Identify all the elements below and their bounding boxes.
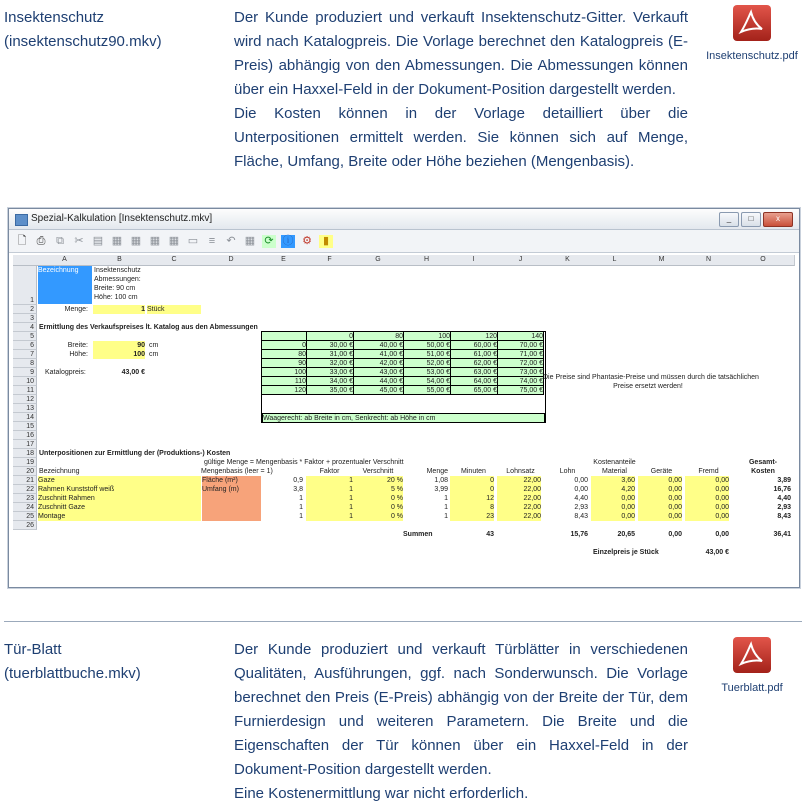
table-cell-menge: 1,08	[434, 477, 448, 484]
table-cell-verschnitt[interactable]: 0 %	[353, 503, 403, 512]
row-header[interactable]: 19	[13, 458, 37, 467]
kostenanteile-header: Kostenanteile	[593, 459, 636, 466]
table-cell-bezeichnung[interactable]: Montage	[38, 512, 201, 521]
undo-icon[interactable]: ↶	[226, 234, 236, 247]
col-header-mengenbasis: Mengenbasis (leer = 1)	[201, 468, 273, 475]
column-header-b[interactable]: B	[92, 255, 148, 266]
entry-2-description	[234, 638, 688, 806]
ermittlung-title: Ermittlung des Verkaufspreises lt. Katalog aus den Abmessungen	[39, 324, 258, 331]
table-cell-mengenbasis[interactable]	[202, 512, 261, 521]
table-cell-lohnsatz[interactable]: 22,00	[497, 503, 541, 512]
table-cell-bezeichnung[interactable]: Zuschnitt Gaze	[38, 503, 201, 512]
matrix-cell[interactable]: 65,00 €	[451, 386, 498, 395]
table-cell-menge: 1	[444, 504, 448, 511]
table-cell-menge: 1	[444, 495, 448, 502]
table-cell-geraete[interactable]: 0,00	[638, 512, 682, 521]
hoehe-value[interactable]: 100	[93, 350, 145, 359]
table-cell-mengenbasis[interactable]	[202, 503, 261, 512]
align-icon[interactable]: ≡	[208, 234, 216, 247]
matrix-cell[interactable]: 73,00 €	[498, 368, 544, 377]
row-header[interactable]: 10	[13, 377, 37, 386]
table-cell-verschnitt[interactable]: 20 %	[353, 476, 403, 485]
matrix-row-header[interactable]: 100	[262, 368, 307, 377]
matrix-cell[interactable]: 34,00 €	[307, 377, 354, 386]
gesamt-header-2: Kosten	[751, 468, 775, 475]
matrix-cell[interactable]: 55,00 €	[404, 386, 451, 395]
row-header[interactable]: 2	[13, 305, 37, 314]
table-cell-gesamt: 2,93	[777, 504, 791, 511]
table-cell-faktor[interactable]: 1	[306, 512, 353, 521]
column-header-k[interactable]: K	[544, 255, 592, 266]
table-cell-verschnitt[interactable]: 0 %	[353, 512, 403, 521]
entry-2-file: (tuerblattbuche.mkv)	[4, 665, 141, 682]
entry-1-paragraph-1: Der Kunde produziert und verkauft Insektenschutz-Gitter. Verkauft wird nach Katalogpreis. Die Vorlage berechnet den Katalogpreis (E-Preis) abhängig von den Abmessungen. Die Abmessungen können über ein Haxxel-Feld in der Dokument-Position dargestellt werden.	[234, 9, 688, 98]
matrix-cell[interactable]: 72,00 €	[498, 359, 544, 368]
app-icon	[15, 214, 28, 226]
close-button[interactable]: x	[763, 212, 793, 227]
matrix-header-cell[interactable]: 120	[451, 332, 498, 341]
matrix-cell[interactable]: 50,00 €	[404, 341, 451, 350]
row-header[interactable]: 12	[13, 395, 37, 404]
row-header[interactable]: 26	[13, 521, 37, 530]
grid-icon[interactable]: ▦	[244, 234, 256, 247]
hoehe-label: Höhe:	[69, 351, 88, 358]
table-cell-bezeichnung[interactable]: Rahmen Kunststoff weiß	[38, 485, 201, 494]
entry-1-file: (insektenschutz90.mkv)	[4, 33, 162, 50]
row-header[interactable]: 14	[13, 413, 37, 422]
table-cell-material[interactable]: 3,60	[591, 476, 635, 485]
row-header[interactable]: 4	[13, 323, 37, 332]
toolbar	[9, 230, 799, 253]
table-cell-material[interactable]: 0,00	[591, 512, 635, 521]
table-cell-lohn: 2,93	[574, 504, 588, 511]
table-cell-fremd[interactable]: 0,00	[685, 512, 729, 521]
entry-2-paragraph-2: Eine Kostenermittlung war nicht erforderlich.	[234, 785, 529, 802]
table-cell-mengenbasis[interactable]: Fläche (m²)	[202, 476, 261, 485]
window-titlebar	[9, 209, 799, 230]
matrix-cell[interactable]: 32,00 €	[307, 359, 354, 368]
table-cell-faktor[interactable]: 1	[306, 503, 353, 512]
table-cell-verschnitt[interactable]: 0 %	[353, 494, 403, 503]
table-cell-verschnitt[interactable]: 5 %	[353, 485, 403, 494]
entry-2-paragraph-1: Der Kunde produziert und verkauft Türblätter in verschiedenen Qualitäten, Ausführungen, ggf. nach Sonderwunsch. Die Vorlage berechnet den Preis (E-Preis) abhängig von der Breite der Tür, dem Furnierdesign und weiteren Parametern. Die Breite und die Eigenschaften der Tür können über ein Haxxel-Feld in der Dokument-Position dargestellt werden.	[234, 641, 688, 778]
table-cell-minuten[interactable]: 8	[450, 503, 494, 512]
table-cell-material[interactable]: 4,20	[591, 485, 635, 494]
col-header-menge: Menge	[426, 468, 448, 475]
column-header-f[interactable]: F	[306, 255, 354, 266]
print-icon[interactable]: ⎙	[36, 234, 46, 247]
matrix-cell[interactable]: 71,00 €	[498, 350, 544, 359]
matrix-cell[interactable]: 33,00 €	[307, 368, 354, 377]
matrix-header-cell[interactable]: 80	[354, 332, 404, 341]
matrix-cell[interactable]: 30,00 €	[307, 341, 354, 350]
entry-2-title: Tür-Blatt	[4, 641, 62, 658]
table-cell-lohnsatz[interactable]: 22,00	[497, 494, 541, 503]
col-header-lohn: Lohn	[559, 468, 576, 475]
entry-2-pdf-label: Tuerblatt.pdf	[721, 682, 783, 694]
phantasie-note-line-1: Die Preise sind Phantasie-Preise und müssen durch die tatsächlichen	[543, 374, 759, 381]
summen-material: 20,65	[617, 531, 635, 538]
section-divider	[4, 621, 802, 622]
matrix-row-header[interactable]: 90	[262, 359, 307, 368]
row-header[interactable]: 22	[13, 485, 37, 494]
entry-2-title-block	[4, 638, 214, 686]
matrix-cell[interactable]: 70,00 €	[498, 341, 544, 350]
info-icon[interactable]: ⓘ	[282, 234, 294, 247]
table-cell-faktor[interactable]: 1	[306, 476, 353, 485]
entry-1-description	[234, 6, 688, 174]
window-title: Spezial-Kalkulation [Insektenschutz.mkv]	[31, 213, 213, 224]
column-header-l[interactable]: L	[591, 255, 639, 266]
bezeichnung-value-line-3: Breite: 90 cm	[94, 285, 136, 292]
col-header-verschnitt: Verschnitt	[362, 468, 394, 475]
table-cell-basis-wert: 1	[299, 504, 303, 511]
bezeichnung-value-line-4: Höhe: 100 cm	[94, 294, 138, 301]
matrix-cell[interactable]: 52,00 €	[404, 359, 451, 368]
matrix-cell[interactable]: 61,00 €	[451, 350, 498, 359]
summen-minuten: 43	[486, 531, 494, 538]
table-cell-mengenbasis[interactable]	[202, 494, 261, 503]
format-icon[interactable]: ▭	[187, 234, 199, 247]
table-cell-minuten[interactable]: 0	[450, 485, 494, 494]
breite-label: Breite:	[67, 342, 88, 349]
matrix-row-header[interactable]: 0	[262, 341, 307, 350]
table-cell-gesamt: 3,89	[777, 477, 791, 484]
column-header-c[interactable]: C	[147, 255, 202, 266]
col-header-geraete: Geräte	[650, 468, 673, 475]
delete-col-icon[interactable]: ▦	[168, 234, 180, 247]
table-cell-lohnsatz[interactable]: 22,00	[497, 476, 541, 485]
summen-geraete: 0,00	[668, 531, 682, 538]
matrix-note: Waagerecht: ab Breite in cm, Senkrecht: ab Höhe in cm	[262, 413, 545, 423]
table-cell-material[interactable]: 0,00	[591, 494, 635, 503]
breite-unit: cm	[149, 342, 159, 349]
summen-label: Summen	[403, 531, 433, 538]
table-cell-gesamt: 4,40	[777, 495, 791, 502]
matrix-cell[interactable]: 62,00 €	[451, 359, 498, 368]
matrix-header-cell[interactable]: 0	[307, 332, 354, 341]
bezeichnung-value-line-2: Abmessungen:	[94, 276, 141, 283]
table-cell-fremd[interactable]: 0,00	[685, 476, 729, 485]
menge-value[interactable]: 1	[93, 305, 145, 314]
matrix-cell[interactable]: 64,00 €	[451, 377, 498, 386]
pdf-icon	[732, 4, 772, 42]
table-cell-basis-wert: 1	[299, 495, 303, 502]
insert-row-icon[interactable]: ▦	[111, 234, 123, 247]
entry-1-title-block	[4, 6, 214, 54]
matrix-header-cell[interactable]: 140	[498, 332, 544, 341]
matrix-cell[interactable]: 74,00 €	[498, 377, 544, 386]
paste-icon[interactable]: ▤	[92, 234, 104, 247]
col-header-lohnsatz: Lohnsatz	[506, 468, 535, 475]
column-header-h[interactable]: H	[403, 255, 451, 266]
row-header[interactable]: 8	[13, 359, 37, 368]
summen-lohn: 15,76	[570, 531, 588, 538]
matrix-cell[interactable]: 45,00 €	[354, 386, 404, 395]
exit-icon[interactable]: ▮	[319, 235, 333, 248]
bezeichnung-value-line-1: Insektenschutz	[94, 267, 141, 274]
einzelpreis-value: 43,00 €	[705, 549, 729, 556]
column-header-g[interactable]: G	[353, 255, 404, 266]
table-cell-fremd[interactable]: 0,00	[685, 485, 729, 494]
summen-fremd: 0,00	[715, 531, 729, 538]
pdf-icon	[732, 636, 772, 674]
row-header[interactable]: 21	[13, 476, 37, 485]
row-header[interactable]: 13	[13, 404, 37, 413]
matrix-cell[interactable]: 35,00 €	[307, 386, 354, 395]
gesamt-header-1: Gesamt-	[748, 459, 777, 466]
menge-unit[interactable]: Stück	[147, 305, 201, 314]
matrix-cell[interactable]: 60,00 €	[451, 341, 498, 350]
cut-icon[interactable]: ✂	[74, 234, 84, 247]
row-header[interactable]: 24	[13, 503, 37, 512]
table-cell-lohnsatz[interactable]: 22,00	[497, 485, 541, 494]
table-cell-lohn: 0,00	[574, 477, 588, 484]
refresh-icon[interactable]: ⟳	[262, 235, 276, 248]
table-cell-geraete[interactable]: 0,00	[638, 485, 682, 494]
table-cell-lohn: 8,43	[574, 513, 588, 520]
table-cell-geraete[interactable]: 0,00	[638, 476, 682, 485]
matrix-cell[interactable]: 40,00 €	[354, 341, 404, 350]
row-header[interactable]: 5	[13, 332, 37, 341]
table-cell-lohn: 0,00	[574, 486, 588, 493]
column-header-a[interactable]: A	[37, 255, 93, 266]
col-header-faktor: Faktor	[319, 468, 340, 475]
settings-icon[interactable]: ⚙	[302, 234, 312, 247]
entry-1-title: Insektenschutz	[4, 9, 105, 26]
insert-col-icon[interactable]: ▦	[130, 234, 142, 247]
matrix-cell[interactable]: 42,00 €	[354, 359, 404, 368]
matrix-row-header[interactable]: 80	[262, 350, 307, 359]
row-header[interactable]: 9	[13, 368, 37, 377]
column-header-e[interactable]: E	[261, 255, 307, 266]
table-cell-basis-wert: 1	[299, 513, 303, 520]
table-cell-mengenbasis[interactable]: Umfang (m)	[202, 485, 261, 494]
matrix-cell[interactable]: 75,00 €	[498, 386, 544, 395]
matrix-cell[interactable]: 31,00 €	[307, 350, 354, 359]
col-header-minuten: Minuten	[461, 468, 486, 475]
table-cell-menge: 3,99	[434, 486, 448, 493]
unterpos-title: Unterpositionen zur Ermittlung der (Produktions-) Kosten	[39, 450, 231, 457]
column-header-n[interactable]: N	[685, 255, 733, 266]
table-cell-basis-wert: 3,8	[293, 486, 303, 493]
table-cell-geraete[interactable]: 0,00	[638, 503, 682, 512]
table-cell-faktor[interactable]: 1	[306, 485, 353, 494]
matrix-header-cell[interactable]: 100	[404, 332, 451, 341]
delete-row-icon[interactable]: ▦	[149, 234, 161, 247]
matrix-cell[interactable]: 43,00 €	[354, 368, 404, 377]
matrix-cell[interactable]: 63,00 €	[451, 368, 498, 377]
copy-icon[interactable]: ⧉	[56, 234, 64, 247]
table-cell-faktor[interactable]: 1	[306, 494, 353, 503]
col-header-fremd: Fremd	[698, 468, 719, 475]
minimize-button[interactable]: _	[719, 212, 739, 227]
row-header[interactable]: 20	[13, 467, 37, 476]
table-cell-lohn: 4,40	[574, 495, 588, 502]
row-header[interactable]: 16	[13, 431, 37, 440]
entry-2-pdf-link[interactable]	[700, 636, 804, 694]
phantasie-note-line-2: Preise ersetzt werden!	[613, 383, 683, 390]
table-cell-menge: 1	[444, 513, 448, 520]
row-header[interactable]: 18	[13, 449, 37, 458]
table-cell-gesamt: 16,76	[773, 486, 791, 493]
table-cell-fremd[interactable]: 0,00	[685, 503, 729, 512]
table-cell-geraete[interactable]: 0,00	[638, 494, 682, 503]
matrix-row-header[interactable]: 120	[262, 386, 307, 395]
corner-cell[interactable]	[13, 255, 38, 266]
column-header-d[interactable]: D	[201, 255, 262, 266]
entry-1-pdf-label: Insektenschutz.pdf	[706, 50, 798, 62]
row-header[interactable]: 15	[13, 422, 37, 431]
column-header-o[interactable]: O	[732, 255, 795, 266]
row-header[interactable]: 7	[13, 350, 37, 359]
table-cell-minuten[interactable]: 23	[450, 512, 494, 521]
gueltige-menge-header: gültige Menge = Mengenbasis * Faktor + prozentualer Verschnitt	[204, 459, 404, 466]
table-cell-minuten[interactable]: 12	[450, 494, 494, 503]
col-header-bezeichnung: Bezeichnung	[39, 468, 80, 475]
column-header-j[interactable]: J	[497, 255, 545, 266]
row-header[interactable]: 6	[13, 341, 37, 350]
katalogpreis-label: Katalogpreis:	[45, 369, 86, 376]
matrix-cell[interactable]: 54,00 €	[404, 377, 451, 386]
einzelpreis-label: Einzelpreis je Stück	[593, 549, 659, 556]
row-header[interactable]: 17	[13, 440, 37, 449]
col-header-material: Material	[602, 468, 627, 475]
column-header-i[interactable]: I	[450, 255, 498, 266]
table-cell-minuten[interactable]: 0	[450, 476, 494, 485]
matrix-cell[interactable]: 41,00 €	[354, 350, 404, 359]
breite-value[interactable]: 90	[93, 341, 145, 350]
matrix-row-header[interactable]: 110	[262, 377, 307, 386]
row-header[interactable]: 11	[13, 386, 37, 395]
spreadsheet[interactable]	[13, 255, 795, 581]
entry-1-pdf-link[interactable]	[700, 4, 804, 62]
summen-gesamt: 36,41	[773, 531, 791, 538]
katalogpreis-value: 43,00 €	[121, 369, 145, 376]
matrix-cell[interactable]: 53,00 €	[404, 368, 451, 377]
bezeichnung-label-cell[interactable]: Bezeichnung	[38, 266, 92, 304]
matrix-cell[interactable]: 51,00 €	[404, 350, 451, 359]
maximize-button[interactable]: □	[741, 212, 761, 227]
matrix-cell[interactable]: 44,00 €	[354, 377, 404, 386]
new-icon[interactable]: 🗋	[17, 234, 27, 247]
menge-label: Menge:	[64, 306, 88, 313]
table-cell-material[interactable]: 0,00	[591, 503, 635, 512]
table-cell-basis-wert: 0,9	[293, 477, 303, 484]
table-cell-gesamt: 8,43	[777, 513, 791, 520]
table-cell-fremd[interactable]: 0,00	[685, 494, 729, 503]
row-header[interactable]: 23	[13, 494, 37, 503]
entry-1-paragraph-2: Die Kosten können in der Vorlage detailliert über die Unterpositionen ermittelt werden. Sie können sich auf Menge, Fläche, Umfang, Breite oder Höhe beziehen (Mengenbasis).	[234, 105, 688, 170]
hoehe-unit: cm	[149, 351, 159, 358]
table-cell-bezeichnung[interactable]: Gaze	[38, 476, 201, 485]
row-header[interactable]: 1	[13, 266, 37, 305]
row-header[interactable]: 3	[13, 314, 37, 323]
row-header[interactable]: 25	[13, 512, 37, 521]
table-cell-bezeichnung[interactable]: Zuschnitt Rahmen	[38, 494, 201, 503]
table-cell-lohnsatz[interactable]: 22,00	[497, 512, 541, 521]
column-header-m[interactable]: M	[638, 255, 686, 266]
kalkulation-window-screenshot	[8, 208, 800, 588]
matrix-corner[interactable]	[262, 332, 307, 341]
